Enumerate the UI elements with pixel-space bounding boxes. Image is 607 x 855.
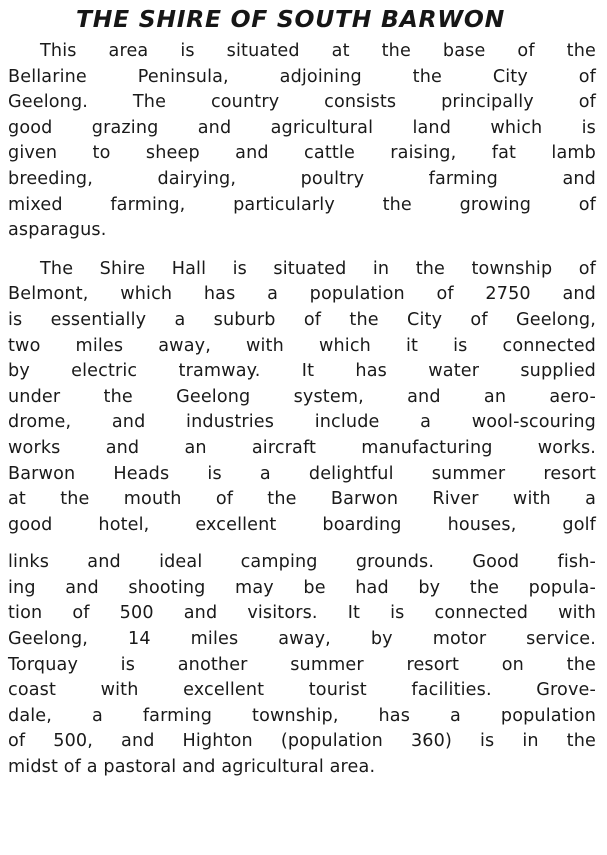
text-line: Geelong, 14 miles away, by motor service.: [8, 629, 596, 650]
text-line: under the Geelong system, and an aero-: [8, 386, 596, 407]
text-line: ing and shooting may be had by the popula-: [8, 577, 596, 598]
article-title: THE SHIRE OF SOUTH BARWON: [76, 5, 505, 33]
text-line: Barwon Heads is a delightful summer resort: [8, 463, 596, 484]
text-line: two miles away, with which it is connected: [8, 335, 596, 356]
text-line: The Shire Hall is situated in the township of: [40, 258, 596, 279]
text-line: midst of a pastoral and agricultural area.: [8, 757, 376, 778]
text-line: breeding, dairying, poultry farming and: [8, 168, 596, 189]
paragraph-3: [0, 550, 596, 780]
text-line: tion of 500 and visitors. It is connected with: [8, 603, 596, 624]
text-line: drome, and industries include a wool-scouring: [8, 412, 596, 433]
text-line: coast with excellent tourist facilities. Grove-: [8, 680, 596, 701]
text-line: mixed farming, particularly the growing of: [8, 194, 596, 215]
text-line: links and ideal camping grounds. Good fish-: [8, 552, 596, 573]
text-line: given to sheep and cattle raising, fat lamb: [8, 143, 596, 164]
text-line: Geelong. The country consists principally of: [8, 92, 596, 113]
text-line: Belmont, which has a population of 2750 and: [8, 284, 596, 305]
text-line: dale, a farming township, has a population: [8, 705, 596, 726]
text-line: Torquay is another summer resort on the: [8, 654, 596, 675]
text-line: by electric tramway. It has water supplied: [8, 361, 596, 382]
text-line: at the mouth of the Barwon River with a: [8, 489, 596, 510]
text-line: good grazing and agricultural land which is: [8, 117, 596, 138]
text-line: is essentially a suburb of the City of Geelong,: [8, 309, 596, 330]
text-line: This area is situated at the base of the: [40, 41, 596, 61]
column-break: [0, 538, 607, 550]
paragraph-2: [0, 257, 596, 539]
paragraph-1: [0, 39, 596, 244]
text-line: asparagus.: [8, 220, 107, 241]
text-line: good hotel, excellent boarding houses, golf: [8, 514, 596, 535]
text-line: Bellarine Peninsula, adjoining the City of: [8, 66, 596, 87]
text-line: works and an aircraft manufacturing works.: [8, 437, 596, 458]
text-line: of 500, and Highton (population 360) is in the: [8, 731, 596, 752]
